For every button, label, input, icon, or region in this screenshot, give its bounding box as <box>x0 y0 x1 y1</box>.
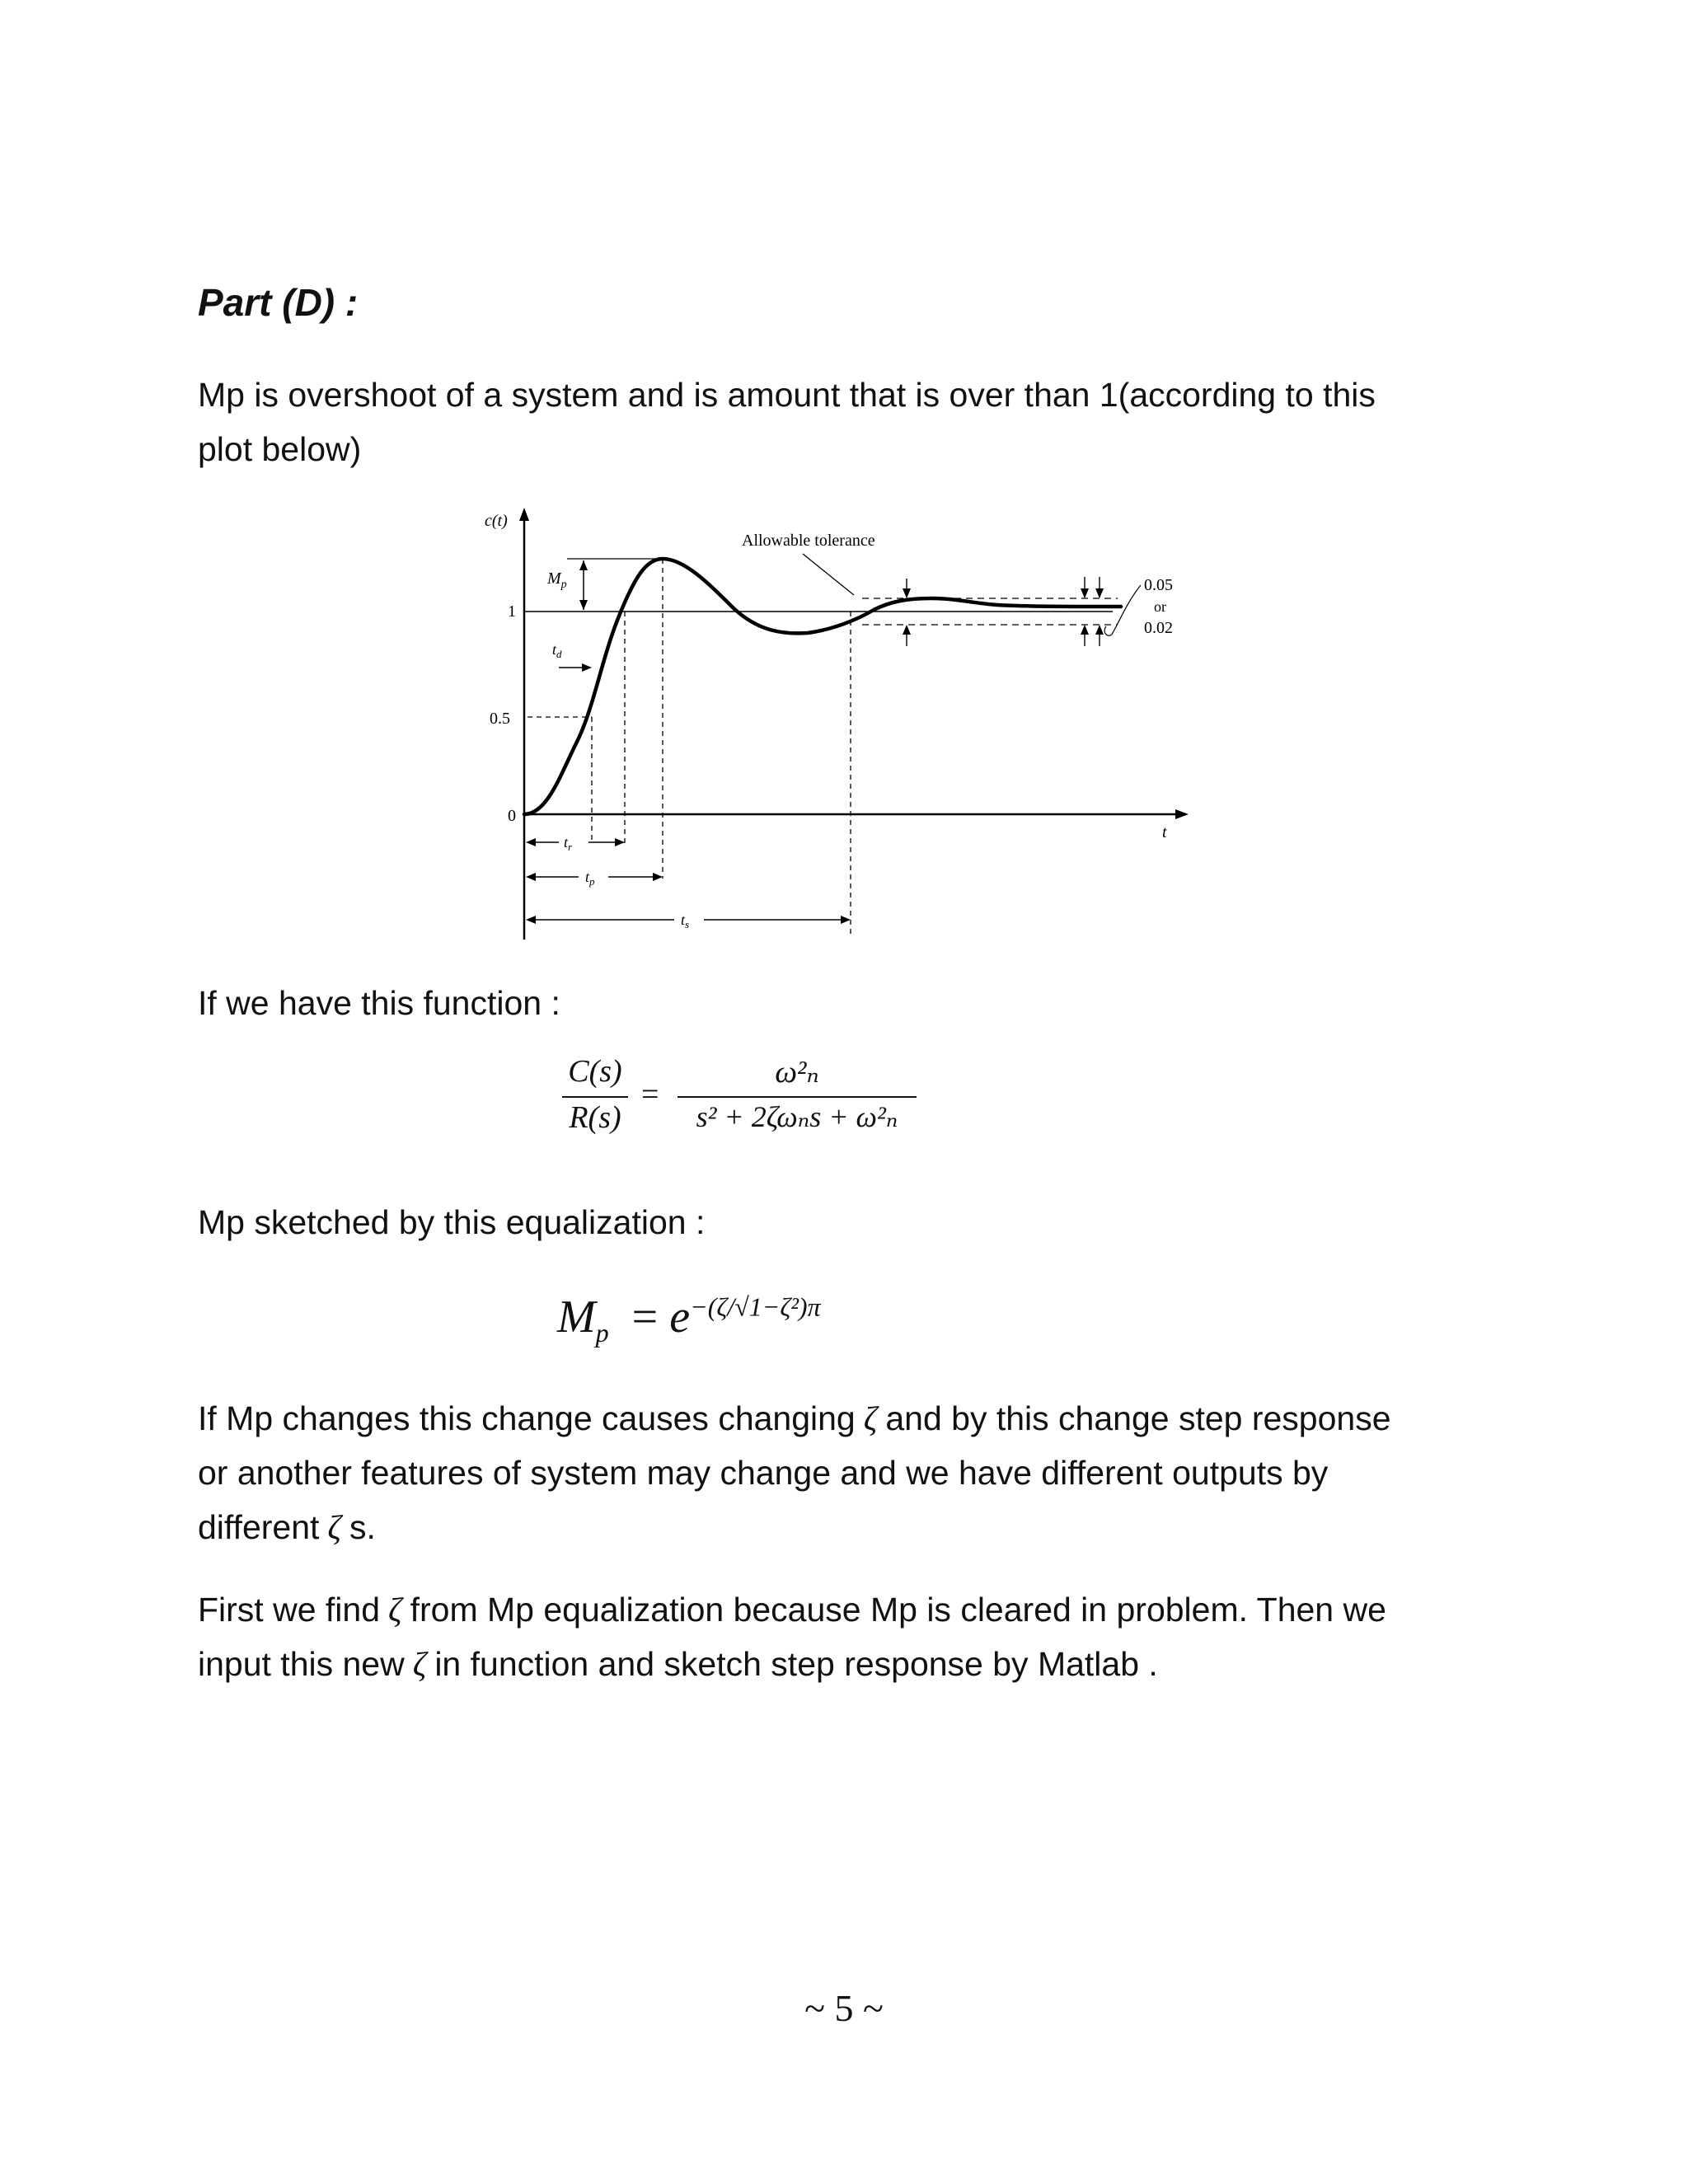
tf-denominator-left: R(s) <box>569 1100 621 1135</box>
tf-denominator-right: s² + 2ζωₙs + ω²ₙ <box>696 1100 898 1133</box>
section-heading: Part (D) : <box>198 281 359 324</box>
zeta-symbol: ζ <box>327 1508 342 1546</box>
tp-label: $t_p$ <box>585 869 595 888</box>
step-response-curve <box>524 559 1121 814</box>
step-response-figure <box>462 494 1203 960</box>
y-axis-arrow <box>519 508 529 521</box>
mp-formula-lhs-sub: p <box>595 1318 609 1348</box>
tolerance-or: or <box>1154 598 1166 615</box>
intro-line-2: plot below) <box>198 430 362 468</box>
mp-formula-exponent: −(ζ/√1−ζ²)π <box>690 1291 821 1322</box>
mp-formula <box>557 1291 821 1348</box>
paragraph-4: First we find ζ from Mp equalization because Mp is cleared in problem. Then we input this new ζ in function and sketch step response by Matlab . <box>198 1591 1386 1683</box>
mp-label: $M_p$ <box>547 569 567 591</box>
transfer-function <box>562 1053 925 1144</box>
tolerance-label: Allowable tolerance <box>742 532 875 550</box>
zeta-symbol: ζ <box>863 1399 878 1437</box>
mp-formula-base: e <box>669 1291 691 1343</box>
intro-paragraph <box>198 368 1517 476</box>
tolerance-value-002: 0.02 <box>1144 619 1173 637</box>
intro-line-1: Mp is overshoot of a system and is amount that is over than 1(according to this <box>198 376 1376 414</box>
tf-numerator-right: ω²ₙ <box>775 1055 819 1090</box>
tick-label-0: 0 <box>508 807 516 825</box>
mp-formula-lhs: M <box>557 1291 596 1343</box>
tf-fraction-bar-left <box>562 1096 628 1098</box>
tr-label: $t_r$ <box>564 834 573 853</box>
zeta-symbol: ζ <box>412 1645 427 1683</box>
mp-intro: Mp sketched by this equalization : <box>198 1203 706 1241</box>
tf-numerator-left: C(s) <box>568 1054 622 1089</box>
function-intro: If we have this function : <box>198 984 560 1022</box>
page-number: ~ 5 ~ <box>804 1987 884 2029</box>
step-response-plot <box>462 494 1203 956</box>
y-axis-label: c(t) <box>485 512 508 530</box>
tf-fraction-bar-right <box>678 1096 917 1098</box>
x-axis-arrow <box>1175 809 1189 819</box>
td-label: $t_d$ <box>552 641 562 660</box>
mp-formula-equals: = <box>631 1291 659 1343</box>
zeta-symbol: ζ <box>388 1591 402 1629</box>
tick-label-1: 1 <box>508 602 516 621</box>
ts-label: $t_s$ <box>681 912 690 930</box>
tf-equals: = <box>641 1077 659 1112</box>
x-axis-label: t <box>1162 823 1167 841</box>
paragraph-3: If Mp changes this change causes changing ζ and by this change step response or another features of system may change and we have different outputs by different ζ s. <box>198 1399 1391 1546</box>
tolerance-value-005: 0.05 <box>1144 576 1173 594</box>
tick-label-05: 0.5 <box>490 710 510 728</box>
